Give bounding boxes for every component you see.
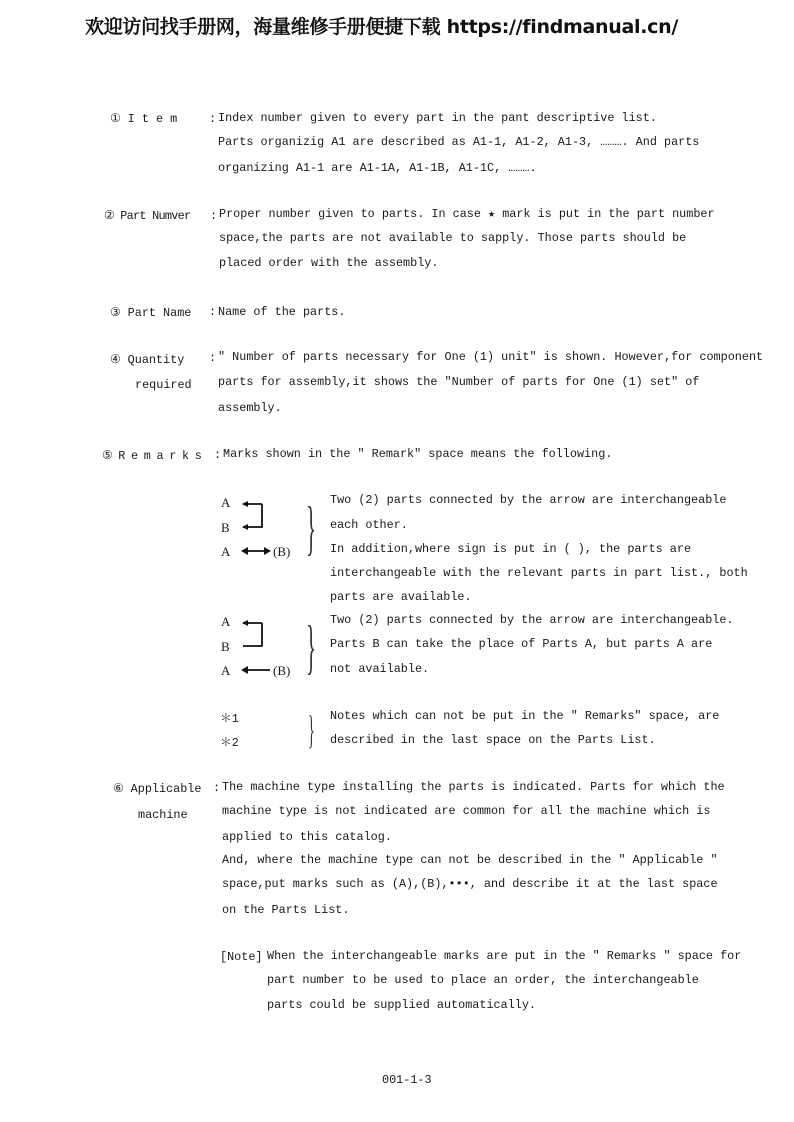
part-number-label: ② Part Numver — [104, 209, 191, 223]
applicable-label: ⑥ Applicable — [113, 782, 202, 796]
colon: : — [214, 448, 222, 462]
note-tag: [Note] — [220, 950, 263, 964]
applicable-text: applied to this catalog. — [222, 830, 392, 844]
part-name-label: ③ Part Name — [110, 306, 192, 320]
page-number: 001-1-3 — [382, 1073, 432, 1087]
note-text: When the interchangeable marks are put in the " Remarks " space for — [267, 949, 742, 963]
mark-paren-b: (B) — [273, 544, 291, 559]
mark-a: A — [221, 544, 231, 559]
part-name-text: Name of the parts. — [218, 305, 346, 319]
brace-icon: } — [306, 495, 317, 561]
remark-text: Two (2) parts connected by the arrow are interchangeable. — [330, 613, 734, 627]
remark-text: interchangeable with the relevant parts in part list., both — [330, 566, 748, 580]
mark-b: B — [221, 639, 230, 654]
quantity-text: assembly. — [218, 401, 282, 415]
applicable-label-2: machine — [138, 808, 188, 822]
note-text: parts could be supplied automatically. — [267, 998, 537, 1012]
remark-text: described in the last space on the Parts List. — [330, 733, 656, 747]
note-text: part number to be used to place an order, the interchangeable — [267, 973, 699, 987]
remark-text: Two (2) parts connected by the arrow are interchangeable — [330, 493, 727, 507]
brace-icon: } — [308, 707, 315, 752]
item-text: organizing A1-1 are A1-1A, A1-1B, A1-1C, ………. — [218, 161, 537, 175]
site-banner: 欢迎访问找手册网，海量维修手册便捷下载 https://findmanual.cn/ — [85, 16, 678, 38]
note-mark-1: ＊1 — [220, 712, 239, 726]
one-way-arrow-icon — [240, 617, 270, 653]
mark-a: A — [221, 614, 231, 629]
quantity-text: parts for assembly,it shows the "Number of parts for One (1) set" of — [218, 375, 700, 389]
interchange-arrow-icon — [240, 498, 270, 534]
item-text: Parts organizig A1 are described as A1-1, A1-2, A1-3, ………. And parts — [218, 135, 700, 149]
applicable-text: The machine type installing the parts is indicated. Parts for which the — [222, 780, 725, 794]
remark-text: not available. — [330, 662, 430, 676]
remark-text: In addition,where sign is put in ( ), the parts are — [330, 542, 692, 556]
remarks-label: ⑤ R e m a r k s — [102, 449, 202, 463]
colon: : — [213, 781, 221, 795]
item-text: Index number given to every part in the pant descriptive list. — [218, 111, 657, 125]
colon: : — [209, 112, 217, 126]
part-number-text: placed order with the assembly. — [219, 256, 439, 270]
remark-text: Parts B can take the place of Parts A, but parts A are — [330, 637, 713, 651]
brace-icon: } — [306, 614, 317, 680]
remarks-text: Marks shown in the " Remark" space means the following. — [223, 447, 613, 461]
remark-text: Notes which can not be put in the " Remarks" space, are — [330, 709, 720, 723]
mark-a: A — [221, 663, 231, 678]
mark-a: A — [221, 495, 231, 510]
colon: : — [209, 305, 217, 319]
applicable-text: on the Parts List. — [222, 903, 350, 917]
applicable-text: space,put marks such as (A),(B),•••, and describe it at the last space — [222, 877, 718, 891]
colon: : — [210, 209, 218, 223]
quantity-label-2: required — [135, 378, 192, 392]
remark-text: each other. — [330, 518, 408, 532]
quantity-text: " Number of parts necessary for One (1) unit" is shown. However,for component — [218, 350, 764, 364]
remark-text: parts are available. — [330, 590, 472, 604]
double-arrow-icon — [240, 545, 272, 557]
mark-b: B — [221, 520, 230, 535]
applicable-text: machine type is not indicated are common for all the machine which is — [222, 804, 711, 818]
part-number-text: space,the parts are not available to sapply. Those parts should be — [219, 231, 687, 245]
item-label: ① I t e m — [110, 112, 178, 126]
left-arrow-icon — [240, 664, 272, 676]
applicable-text: And, where the machine type can not be described in the " Applicable " — [222, 853, 718, 867]
colon: : — [209, 351, 217, 365]
note-mark-2: ＊2 — [220, 736, 239, 750]
mark-paren-b: (B) — [273, 663, 291, 678]
part-number-text: Proper number given to parts. In case ★ mark is put in the part number — [219, 207, 715, 221]
quantity-label: ④ Quantity — [110, 353, 185, 367]
